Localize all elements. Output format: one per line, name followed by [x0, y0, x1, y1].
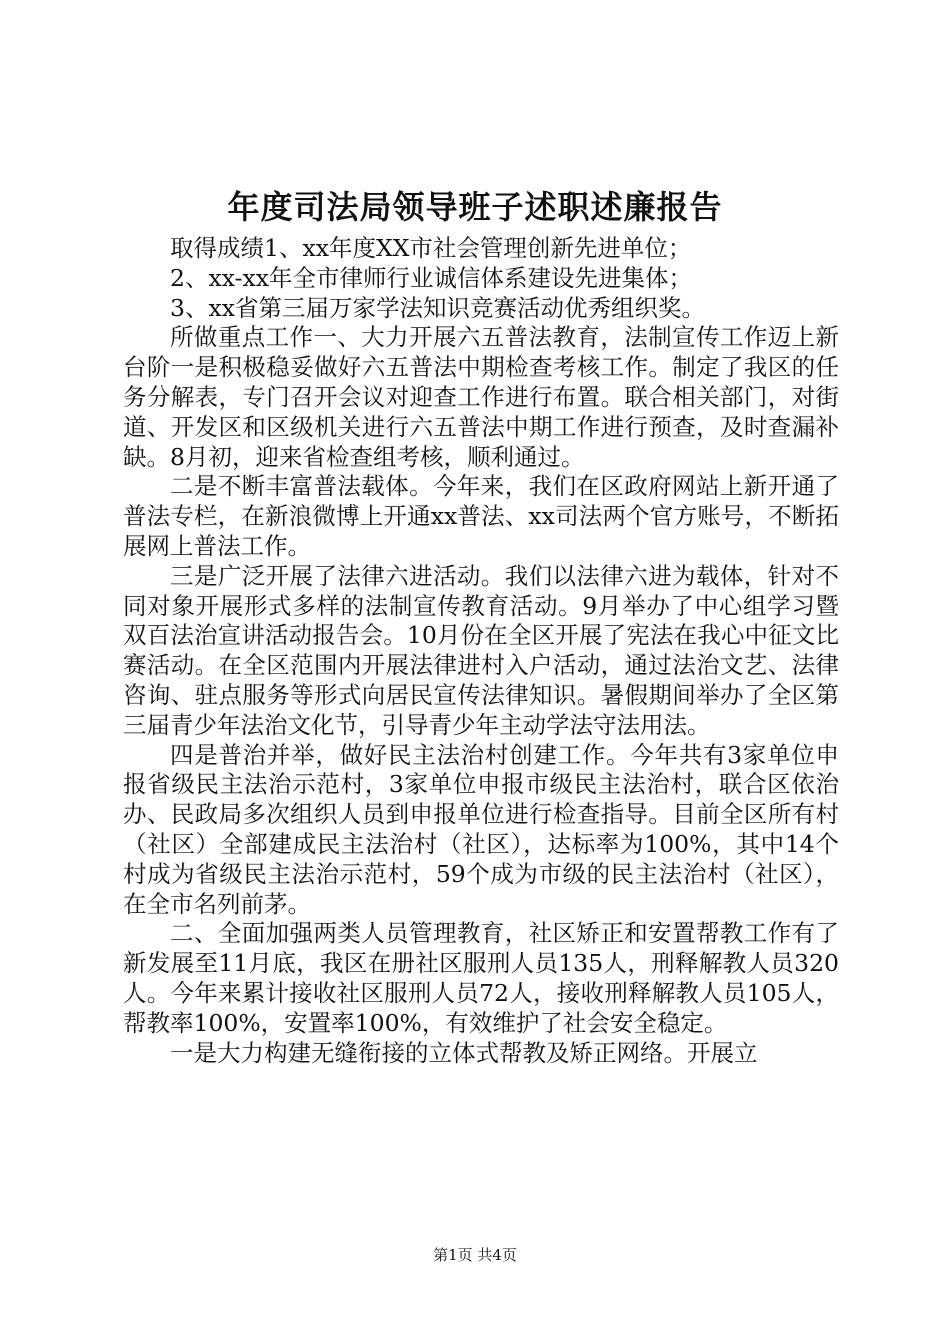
page-number-footer: 第1页 共4页: [433, 1246, 517, 1264]
paragraph: 3、xx省第三届万家学法知识竞赛活动优秀组织奖。: [170, 293, 705, 322]
document-title: 年度司法局领导班子述职述廉报告: [227, 188, 723, 226]
paragraph: 二是不断丰富普法载体。今年来，我们在区政府网站上新开通了普法专栏，在新浪微博上开通xx普法、xx司法两个官方账号，不断拓展网上普法工作。: [123, 472, 839, 560]
paragraph: 三是广泛开展了法律六进活动。我们以法律六进为载体，针对不同对象开展形式多样的法制宣传教育活动。9月举办了中心组学习暨双百法治宣讲活动报告会。10月份在全区开展了宪法在我心中征文比赛活动。在全区范围内开展法律进村入户活动，通过法治文艺、法律咨询、驻点服务等形式向居民宣传法律知识。暑假期间举办了全区第三届青少年法治文化节，引导青少年主动学法守法用法。: [123, 561, 839, 739]
paragraph: 四是普治并举，做好民主法治村创建工作。今年共有3家单位申报省级民主法治示范村，3家单位申报市级民主法治村，联合区依治办、民政局多次组织人员到申报单位进行检查指导。目前全区所有村（社区）全部建成民主法治村（社区），达标率为100%，其中14个村成为省级民主法治示范村，59个成为市级的民主法治村（社区），在全市名列前茅。: [123, 740, 839, 918]
paragraph: 一是大力构建无缝衔接的立体式帮教及矫正网络。开展立: [170, 1038, 758, 1067]
paragraph: 所做重点工作一、大力开展六五普法教育，法制宣传工作迈上新台阶一是积极稳妥做好六五普法中期检查考核工作。制定了我区的任务分解表，专门召开会议对迎查工作进行布置。联合相关部门，对街道、开发区和区级机关进行六五普法中期工作进行预查，及时查漏补缺。8月初，迎来省检查组考核，顺利通过。: [123, 323, 839, 471]
paragraph: 取得成绩1、xx年度XX市社会管理创新先进单位；: [170, 234, 692, 262]
document-body: [123, 234, 839, 1068]
paragraph: 2、xx-xx年全市律师行业诚信体系建设先进集体；: [170, 263, 692, 292]
paragraph: 二、全面加强两类人员管理教育，社区矫正和安置帮教工作有了新发展至11月底，我区在册社区服刑人员135人，刑释解教人员320人。今年来累计接收社区服刑人员72人，接收刑释解教人员105人，帮教率100%，安置率100%，有效维护了社会安全稳定。: [123, 919, 839, 1037]
